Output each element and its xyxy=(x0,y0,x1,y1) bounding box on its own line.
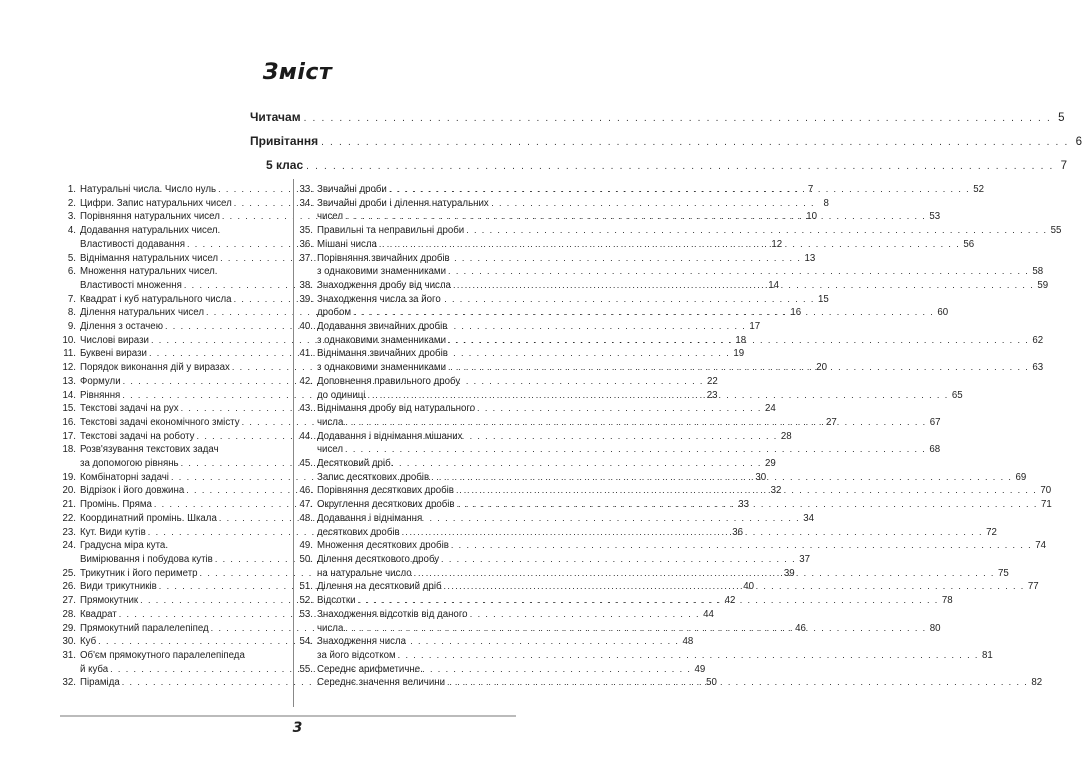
toc-item-number: 14. xyxy=(62,389,76,401)
toc-item-number: 26. xyxy=(62,581,76,593)
toc-item-number: 2. xyxy=(67,197,76,209)
toc-item-text: Координатний промінь. Шкала xyxy=(80,512,217,524)
toc-item-page: 50 xyxy=(706,677,717,689)
toc-item-text: Прямокутний паралелепіпед xyxy=(80,622,209,634)
toc-item-page: 74 xyxy=(1035,540,1047,552)
toc-item-number: 51. xyxy=(299,581,313,593)
toc-item-number: 18. xyxy=(62,444,76,456)
toc-item-page: 82 xyxy=(1031,677,1043,689)
toc-item-number: 20. xyxy=(62,485,76,497)
toc-item-text: Ділення натуральних чисел xyxy=(80,307,204,319)
toc-item-number: 38. xyxy=(299,279,313,291)
toc-item-text: Ділення з остачею xyxy=(80,321,163,333)
toc-item-number: 48. xyxy=(299,512,313,524)
toc-item-text: Відрізок і його довжина xyxy=(80,485,185,497)
dot-leader xyxy=(444,580,1025,594)
toc-item-text: Властивості додавання xyxy=(80,238,185,250)
toc-item-text: Віднімання натуральних чисел xyxy=(80,252,219,264)
toc-entry-label: Привітання xyxy=(250,134,319,148)
toc-item[interactable] xyxy=(297,224,1062,238)
toc-item-number: 55. xyxy=(299,663,313,675)
toc-item-page: 77 xyxy=(1027,581,1039,593)
toc-item-page: 32 xyxy=(770,485,782,497)
toc-item-text: числа xyxy=(317,622,344,634)
toc-item[interactable] xyxy=(297,183,985,197)
toc-item-text: Порівняння десяткових дробів xyxy=(317,485,454,497)
toc-item-page: 17 xyxy=(749,321,761,333)
toc-item-page: 72 xyxy=(986,526,997,538)
toc-item-text: Додавання звичайних дробів xyxy=(317,321,448,333)
toc-item-number: 6. xyxy=(67,266,76,278)
toc-item-text: Ділення десяткового дробу xyxy=(317,553,440,565)
toc-item-text: Формули xyxy=(80,375,121,387)
toc-entry-readers[interactable] xyxy=(250,110,1065,134)
toc-item-text: Рівняння xyxy=(80,389,121,401)
toc-item-page: 60 xyxy=(937,307,949,319)
toc-item-text: й куба xyxy=(80,663,109,675)
dot-leader xyxy=(306,161,1054,172)
toc-item-number: 24. xyxy=(62,540,76,552)
toc-item-text: Додавання натуральних чисел. xyxy=(80,225,221,237)
toc-item-number: 42. xyxy=(299,375,313,387)
toc-item-number: 49. xyxy=(299,540,313,552)
toc-item-text: Правильні та неправильні дроби xyxy=(317,225,465,237)
toc-item-number: 30. xyxy=(62,636,76,648)
toc-item-page: 18 xyxy=(735,334,747,346)
toc-item-number: 29. xyxy=(62,622,76,634)
toc-item-text: Округлення десяткових дробів xyxy=(317,499,455,511)
toc-item-text: за його відсотком xyxy=(317,649,396,661)
toc-item-text: Знаходження числа за його xyxy=(317,293,441,305)
dot-leader xyxy=(453,279,1034,293)
dot-leader xyxy=(448,361,1029,375)
dot-leader xyxy=(414,567,995,581)
toc-item-page: 19 xyxy=(733,348,745,360)
toc-item-page: 44 xyxy=(703,608,714,620)
toc-item-page: 40 xyxy=(743,581,754,593)
toc-item-page: 70 xyxy=(1040,485,1052,497)
toc-item-text: Множення натуральних чисел. xyxy=(80,266,218,278)
toc-item-number: 32. xyxy=(62,677,76,689)
dot-leader xyxy=(389,183,970,197)
toc-item-number: 31. xyxy=(62,649,76,661)
toc-item-text: десяткових дробів xyxy=(317,526,400,538)
toc-item-text: Запис десяткових дробів xyxy=(317,471,430,483)
toc-item-page: 13 xyxy=(804,252,816,264)
toc-item-page: 71 xyxy=(1040,499,1052,511)
toc-item-number: 53. xyxy=(299,608,313,620)
toc-item-text: з однаковими знаменниками xyxy=(317,334,447,346)
toc-item-text: Знаходження відсотків від даного xyxy=(317,608,468,620)
toc-item-page: 75 xyxy=(997,567,1009,579)
toc-item-text: Віднімання дробу від натурального xyxy=(317,403,476,415)
dot-leader xyxy=(321,137,1069,148)
toc-item-page: 63 xyxy=(1032,362,1044,374)
toc-item-text: Трикутник і його периметр xyxy=(80,567,198,579)
toc-item-number: 16. xyxy=(62,416,76,428)
dot-leader xyxy=(345,210,926,224)
dot-leader xyxy=(345,622,926,636)
toc-item-text: Кут. Види кутів xyxy=(80,526,146,538)
toc-item-text: Доповнення правильного дробу xyxy=(317,375,461,387)
toc-item-number: 52. xyxy=(299,595,313,607)
toc-item-text: Буквені вирази xyxy=(80,348,147,360)
toc-item-number: 10. xyxy=(62,334,76,346)
toc-item-text: Числові вирази xyxy=(80,334,149,346)
toc-item-number: 33. xyxy=(299,184,313,195)
toc-item-page: 23 xyxy=(706,389,718,401)
toc-item-page: 39 xyxy=(783,567,795,579)
page-number: 3 xyxy=(292,720,303,736)
toc-item-text: Звичайні дроби xyxy=(317,184,387,195)
toc-entry-greeting[interactable] xyxy=(250,134,1082,158)
toc-item-number: 35. xyxy=(299,225,313,237)
toc-item-page: 37 xyxy=(799,553,810,565)
toc-item-text: на натуральне число xyxy=(317,567,412,579)
toc-item-page: 49 xyxy=(694,663,706,675)
toc-item-text: Відсотки xyxy=(317,595,356,607)
dot-leader xyxy=(456,484,1037,498)
toc-item-text: Порівняння звичайних дробів xyxy=(317,252,450,264)
toc-item-text: Ділення на десятковий дріб xyxy=(317,581,442,593)
toc-item-page: 7 xyxy=(807,184,814,195)
toc-item-text: за допомогою рівнянь xyxy=(80,458,179,470)
toc-item-number: 11. xyxy=(63,348,76,360)
toc-item-text: Мішані числа xyxy=(317,238,377,250)
toc-item-page: 59 xyxy=(1037,279,1049,291)
toc-entry-grade5[interactable] xyxy=(250,158,1068,182)
toc-item-number: 23. xyxy=(62,526,76,538)
toc-item-text: з однаковими знаменниками xyxy=(317,362,447,374)
toc-item-page: 36 xyxy=(732,526,743,538)
toc-item-page: 24 xyxy=(765,403,776,415)
toc-entry-page: 5 xyxy=(1058,112,1065,124)
toc-item-text: Знаходження дробу від числа xyxy=(317,279,451,291)
toc-item-text: Знаходження числа xyxy=(317,636,406,648)
toc-item-page: 56 xyxy=(963,238,975,250)
toc-item[interactable] xyxy=(60,210,818,224)
toc-item-page: 46 xyxy=(795,622,806,634)
toc-item-number: 50. xyxy=(299,553,313,565)
toc-item-number: 28. xyxy=(62,608,76,620)
dot-leader xyxy=(448,334,1029,348)
toc-item-text: Десятковий дріб. xyxy=(317,458,394,470)
toc-item-number: 25. xyxy=(62,567,76,579)
toc-item-page: 68 xyxy=(929,444,941,456)
toc-item-page: 8 xyxy=(823,197,829,209)
toc-item-number: 34. xyxy=(299,197,313,209)
toc-item-text: Цифри. Запис натуральних чисел xyxy=(80,197,232,209)
toc-entry-page: 7 xyxy=(1060,160,1068,172)
dot-leader xyxy=(398,649,979,663)
toc-item-number: 12. xyxy=(62,362,76,374)
dot-leader xyxy=(457,498,1038,512)
toc-entry-label: 5 клас xyxy=(266,158,304,172)
dot-leader xyxy=(451,539,1032,553)
toc-item-number: 43. xyxy=(299,403,313,415)
toc-item-text: Властивості множення xyxy=(80,279,182,291)
toc-item-text: до одиниці xyxy=(317,389,366,401)
toc-item-text: Віднімання звичайних дробів xyxy=(317,348,448,360)
toc-item-number: 17. xyxy=(62,430,76,442)
toc-item-text: числа xyxy=(317,416,344,428)
toc-entry-page: 6 xyxy=(1075,136,1082,148)
toc-item-number: 41. xyxy=(299,348,313,360)
toc-item-text: Градусна міра кута. xyxy=(80,540,169,552)
toc-item-page: 69 xyxy=(1015,471,1027,483)
dot-leader xyxy=(304,113,1052,124)
toc-item-number: 47. xyxy=(299,499,313,511)
toc-item-text: Порівняння натуральних чисел xyxy=(80,211,220,223)
toc-item-text: Текстові задачі економічного змісту xyxy=(80,416,240,428)
toc-item-number: 40. xyxy=(299,321,313,333)
toc-entry-label: Читачам xyxy=(250,110,301,124)
dot-leader xyxy=(353,306,934,320)
dot-leader xyxy=(447,676,1028,690)
toc-item-number: 39. xyxy=(299,293,313,305)
toc-item-text: Натуральні числа. Число нуль xyxy=(80,184,217,195)
footer-divider xyxy=(60,715,516,717)
dot-leader xyxy=(345,443,926,457)
toc-item-page: 78 xyxy=(941,595,953,607)
toc-item-text: Вимірювання і побудова кутів xyxy=(80,553,213,565)
toc-item-page: 65 xyxy=(951,389,963,401)
toc-item-text: Порядок виконання дій у виразах xyxy=(80,362,230,374)
toc-item-page: 53 xyxy=(929,211,941,223)
toc-item-text: Середнє арифметичне. xyxy=(317,663,423,675)
toc-item-number: 22. xyxy=(62,512,76,524)
toc-item-number: 3. xyxy=(67,211,76,223)
toc-item-page: 55 xyxy=(1050,225,1062,237)
toc-item-page: 67 xyxy=(929,416,941,428)
toc-item-page: 48 xyxy=(682,636,694,648)
toc-item-page: 62 xyxy=(1032,334,1044,346)
toc-item-page: 14 xyxy=(768,279,780,291)
toc-item-number: 8. xyxy=(67,307,76,319)
toc-item-text: Промінь. Пряма xyxy=(80,499,152,511)
toc-item-text: Множення десяткових дробів xyxy=(317,540,449,552)
dot-leader xyxy=(357,594,938,608)
toc-item-text: Комбінаторні задачі xyxy=(80,471,169,483)
toc-item-number: 37. xyxy=(299,252,313,264)
toc-item-number: 15. xyxy=(62,403,76,415)
toc-item-page: 10 xyxy=(806,211,818,223)
toc-item-number: 13. xyxy=(62,375,76,387)
toc-item-page: 81 xyxy=(982,649,993,661)
toc-item-number: 44. xyxy=(299,430,313,442)
toc-item-page: 22 xyxy=(707,375,718,387)
dot-leader xyxy=(448,265,1029,279)
toc-item-number: 19. xyxy=(62,471,76,483)
toc-item-text: Текстові задачі на роботу xyxy=(80,430,195,442)
toc-item-page: 52 xyxy=(973,184,985,195)
toc-item-text: чисел xyxy=(317,211,344,223)
toc-item-text: Прямокутник xyxy=(80,595,139,607)
toc-item-text: Додавання і віднімання xyxy=(317,512,423,524)
dot-leader xyxy=(345,416,926,430)
toc-item-page: 30 xyxy=(755,471,767,483)
toc-item-text: з однаковими знаменниками xyxy=(317,266,447,278)
toc-item-number: 27. xyxy=(62,595,76,607)
toc-item[interactable] xyxy=(297,539,1047,553)
toc-item-number: 36. xyxy=(299,238,313,250)
toc-item-page: 27 xyxy=(825,416,837,428)
toc-item-page: 12 xyxy=(771,238,783,250)
toc-item-number: 5. xyxy=(67,252,76,264)
dot-leader xyxy=(466,224,1047,238)
toc-item-number: 9. xyxy=(67,321,76,333)
toc-item-number: 45. xyxy=(299,458,313,470)
dot-leader xyxy=(367,389,948,403)
toc-item-number: 54. xyxy=(299,636,313,648)
toc-item-text: Об'єм прямокутного паралелепіпеда xyxy=(80,649,245,661)
toc-item-text: чисел xyxy=(317,444,344,456)
toc-item-page: 29 xyxy=(764,458,776,470)
toc-item-text: Додавання і віднімання мішаних xyxy=(317,430,463,442)
toc-item-page: 16 xyxy=(790,307,802,319)
toc-item-page: 20 xyxy=(816,362,828,374)
toc-item-number: 4. xyxy=(67,225,76,237)
toc-item-page: 80 xyxy=(929,622,941,634)
toc-item-page: 28 xyxy=(780,430,792,442)
dot-leader xyxy=(379,238,960,252)
toc-item-number: 21. xyxy=(62,499,76,511)
toc-item-text: Середнє значення величини xyxy=(317,677,446,689)
toc-item-page: 15 xyxy=(817,293,829,305)
toc-item-text: дробом xyxy=(317,307,352,319)
toc-item-text: Текстові задачі на рух xyxy=(80,403,179,415)
toc-item-page: 33 xyxy=(738,499,750,511)
toc-item-number: 7. xyxy=(67,293,76,305)
toc-item-page: 58 xyxy=(1032,266,1044,278)
toc-item-number: 46. xyxy=(299,485,313,497)
toc-item-page: 42 xyxy=(724,595,736,607)
toc-item-page: 34 xyxy=(803,512,815,524)
toc-item-text: Види трикутників xyxy=(80,581,157,593)
toc-item-number: 1. xyxy=(67,184,76,195)
toc-item-text: Квадрат і куб натурального числа xyxy=(80,293,232,305)
page-title: Зміст xyxy=(262,60,333,85)
toc-item-text: Куб xyxy=(80,636,97,648)
top-toc xyxy=(250,110,1082,182)
toc-item-text: Звичайні дроби і ділення натуральних xyxy=(317,197,489,209)
toc-item-text: Розв'язування текстових задач xyxy=(80,444,219,456)
toc-item-text: Квадрат xyxy=(80,608,117,620)
toc-item-text: Піраміда xyxy=(80,677,120,689)
dot-leader xyxy=(431,471,1012,485)
dot-leader xyxy=(402,526,983,540)
